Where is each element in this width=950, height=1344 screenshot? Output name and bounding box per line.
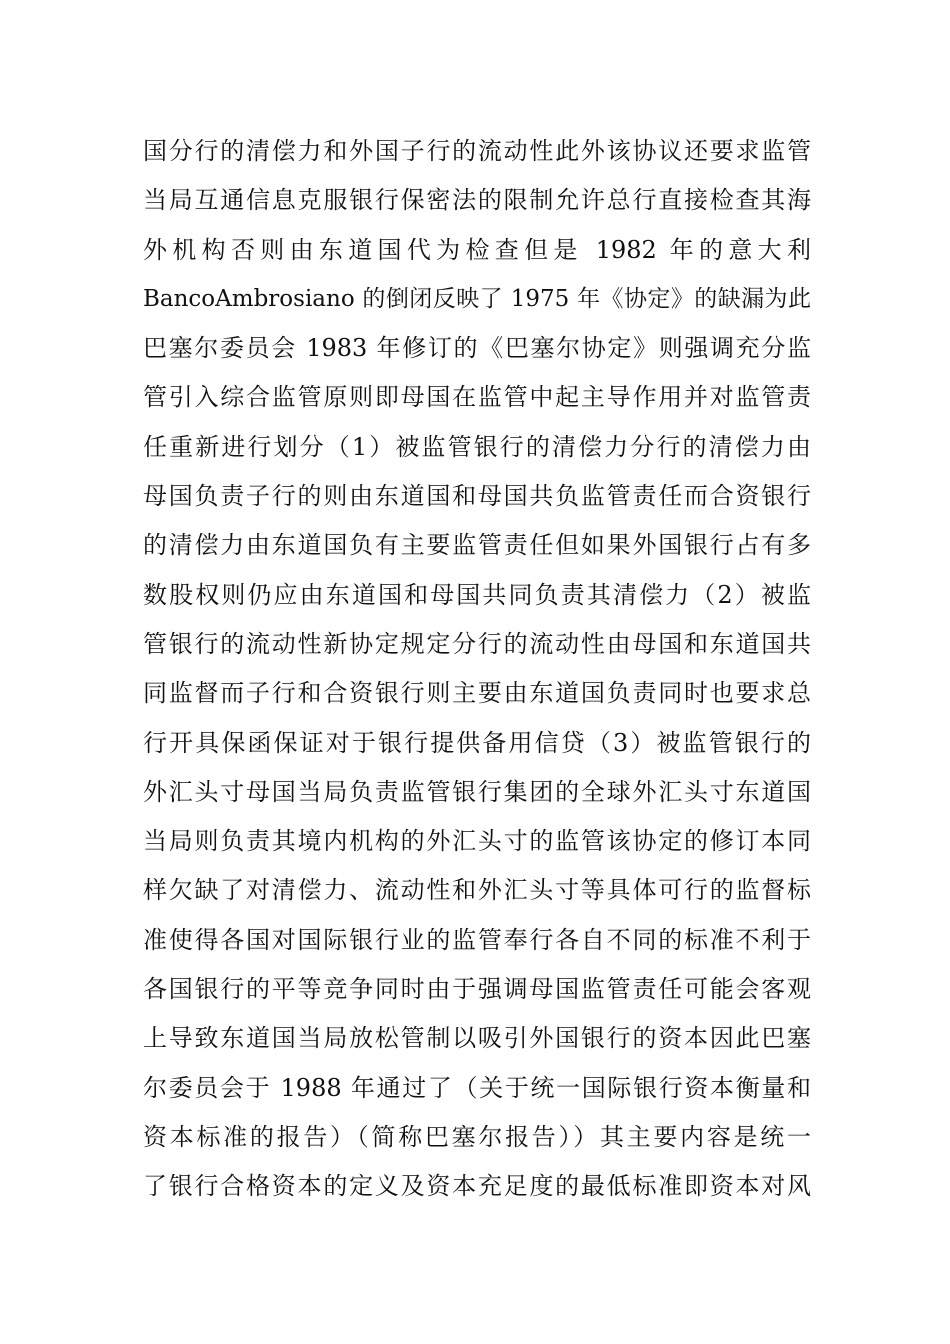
text-line: 管引入综合监管原则即母国在监管中起主导作用并对监管责 (143, 383, 811, 412)
text-line: 当局则负责其境内机构的外汇头寸的监管该协定的修订本同 (143, 827, 811, 856)
text-line: 了银行合格资本的定义及资本充足度的最低标准即资本对风 (143, 1172, 811, 1201)
text-line: 行开具保函保证对于银行提供备用信贷（3）被监管银行的 (143, 728, 811, 757)
text-line: 数股权则仍应由东道国和母国共同负责其清偿力（2）被监 (143, 580, 811, 609)
text-line: 同监督而子行和合资银行则主要由东道国负责同时也要求总 (143, 679, 811, 708)
text-line: 管银行的流动性新协定规定分行的流动性由母国和东道国共 (143, 629, 811, 658)
text-line: 资本标准的报告）（简称巴塞尔报告））其主要内容是统一 (143, 1122, 811, 1151)
text-line: 上导致东道国当局放松管制以吸引外国银行的资本因此巴塞 (143, 1024, 811, 1053)
text-line: 样欠缺了对清偿力、流动性和外汇头寸等具体可行的监督标 (143, 876, 811, 905)
text-line: BancoAmbrosiano 的倒闭反映了 1975 年《协定》的缺漏为此 (143, 285, 811, 312)
body-text (143, 127, 811, 1212)
text-line: 准使得各国对国际银行业的监管奉行各自不同的标准不利于 (143, 925, 811, 954)
text-line: 各国银行的平等竞争同时由于强调母国监管责任可能会客观 (143, 975, 811, 1004)
text-line: 的清偿力由东道国负有主要监管责任但如果外国银行占有多 (143, 531, 811, 560)
text-line: 外机构否则由东道国代为检查但是 1982 年的意大利 (143, 235, 811, 264)
text-line: 任重新进行划分（1）被监管银行的清偿力分行的清偿力由 (143, 432, 811, 461)
text-line: 当局互通信息克服银行保密法的限制允许总行直接检查其海 (143, 186, 811, 215)
text-line: 尔委员会于 1988 年通过了（关于统一国际银行资本衡量和 (143, 1073, 811, 1102)
text-line: 巴塞尔委员会 1983 年修订的《巴塞尔协定》则强调充分监 (143, 334, 811, 363)
text-line: 外汇头寸母国当局负责监管银行集团的全球外汇头寸东道国 (143, 777, 811, 806)
text-line: 国分行的清偿力和外国子行的流动性此外该协议还要求监管 (143, 137, 811, 165)
text-line: 母国负责子行的则由东道国和母国共负监管责任而合资银行 (143, 482, 811, 511)
